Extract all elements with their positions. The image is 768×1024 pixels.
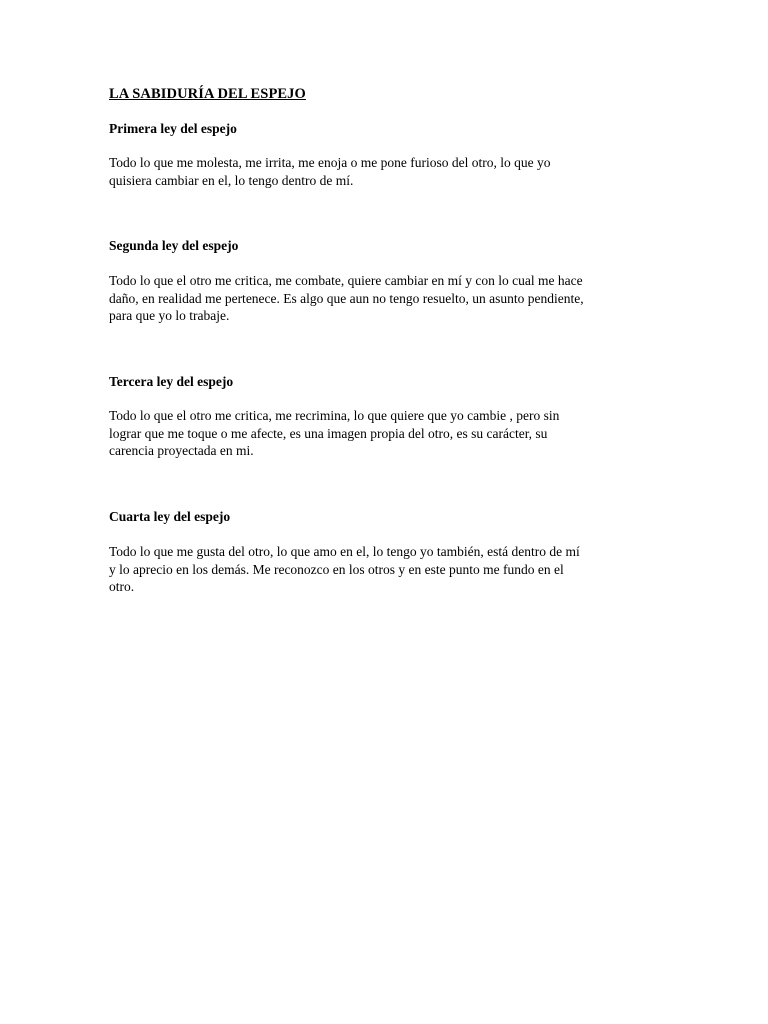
section-body-line: otro. — [109, 579, 135, 594]
section-body-line: carencia proyectada en mi. — [109, 443, 254, 458]
section-heading: Cuarta ley del espejo — [109, 509, 231, 524]
section-body-line: y lo aprecio en los demás. Me reconozco en los otros y en este punto me fundo en el — [109, 561, 564, 577]
section-body-line: quisiera cambiar en el, lo tengo dentro de mí. — [109, 172, 354, 188]
section-body-line: Todo lo que me molesta, me irrita, me enoja o me pone furioso del otro, lo que yo — [109, 155, 551, 170]
section-cuarta-ley — [109, 508, 669, 596]
section-primera-ley — [109, 120, 669, 189]
section-body-line: Todo lo que el otro me critica, me recrimina, lo que quiere que yo cambie , pero sin — [109, 408, 560, 423]
section-body-line: Todo lo que me gusta del otro, lo que amo en el, lo tengo yo también, está dentro de mí — [109, 544, 580, 559]
section-body-line: Todo lo que el otro me critica, me combate, quiere cambiar en mí y con lo cual me hace — [109, 273, 583, 288]
section-body-line: para que yo lo trabaje. — [109, 308, 230, 323]
section-heading: Tercera ley del espejo — [109, 374, 234, 389]
section-heading: Segunda ley del espejo — [109, 238, 239, 253]
section-body-line: daño, en realidad me pertenece. Es algo que aun no tengo resuelto, un asunto pendiente, — [109, 290, 584, 306]
section-segunda-ley — [109, 237, 669, 325]
section-body-line: lograr que me toque o me afecte, es una imagen propia del otro, es su carácter, su — [109, 425, 548, 441]
section-tercera-ley — [109, 373, 669, 460]
document-title: LA SABIDURÍA DEL ESPEJO — [109, 86, 306, 102]
section-heading: Primera ley del espejo — [109, 121, 237, 136]
